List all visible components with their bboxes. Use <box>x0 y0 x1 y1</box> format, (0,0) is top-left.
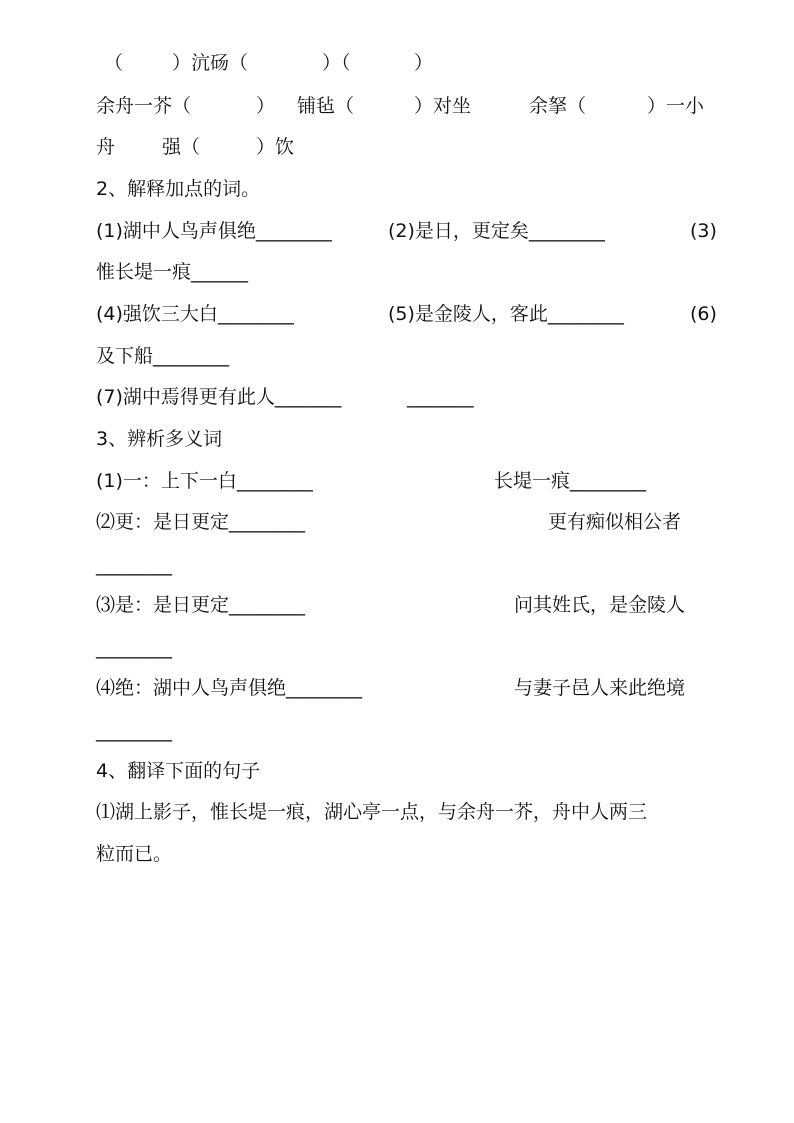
q1-line1-part4: ） <box>414 52 434 74</box>
q2-item-3-text: 惟长堤一痕______ <box>96 261 249 283</box>
q2-item-1: (1)湖中人鸟声俱绝________ <box>96 220 332 242</box>
q3-item-2b-blank: ________ <box>96 554 172 576</box>
q1-line2-part3: 铺毡（ <box>297 95 355 117</box>
q3-heading: 3、辨析多义词 <box>96 428 223 450</box>
q3-item-2b: 更有痴似相公者 <box>548 511 682 533</box>
q2-heading: 2、解释加点的词。 <box>96 178 261 200</box>
q2-item-4: (4)强饮三大白________ <box>96 303 294 325</box>
q3-item-1a: (1)一：上下一白________ <box>96 470 313 492</box>
q2-item-5: (5)是金陵人，客此________ <box>388 303 624 325</box>
q3-item-2a: ⑵更：是日更定________ <box>96 511 306 533</box>
q3-item-3b: 问其姓氏，是金陵人 <box>514 594 686 616</box>
q1-line3-part3: ）饮 <box>256 136 295 158</box>
q3-item-4a: ⑷绝：湖中人鸟声俱绝________ <box>96 677 363 699</box>
q1-line1-part1: （ <box>104 52 124 74</box>
q2-item-3-number: (3) <box>690 220 717 242</box>
q4-sentence-line2: 粒而已。 <box>96 843 173 865</box>
q3-item-3b-blank: ________ <box>96 637 172 659</box>
q2-item-7-extra-blank: _______ <box>407 386 474 408</box>
q1-line3-part1: 舟 <box>96 136 116 158</box>
q2-item-6-text: 及下船________ <box>96 345 230 367</box>
q2-item-7: (7)湖中焉得更有此人_______ <box>96 386 342 408</box>
q1-line2-part1: 余舟一芥（ <box>96 95 192 117</box>
q4-sentence-line1: ⑴湖上影子，惟长堤一痕，湖心亭一点，与余舟一芥，舟中人两三 <box>96 801 648 823</box>
q3-item-4b: 与妻子邑人来此绝境 <box>514 677 686 699</box>
q1-line1-part3: ）（ <box>322 52 351 74</box>
q1-line2-part6: ）一小 <box>647 95 705 117</box>
q4-heading: 4、翻译下面的句子 <box>96 760 261 782</box>
q1-line2-part2: ） <box>256 95 276 117</box>
q1-line2-part5: 余拏（ <box>529 95 587 117</box>
q1-line2-part4: ）对坐 <box>414 95 472 117</box>
q3-item-4b-blank: ________ <box>96 720 172 742</box>
q2-item-2: (2)是日，更定矣________ <box>388 220 605 242</box>
q1-line1-part2: ）沆砀（ <box>172 52 249 74</box>
q3-item-3a: ⑶是：是日更定________ <box>96 594 306 616</box>
q2-item-6-number: (6) <box>690 303 717 325</box>
q1-line3-part2: 强（ <box>162 136 201 158</box>
q3-item-1b: 长堤一痕________ <box>494 470 647 492</box>
